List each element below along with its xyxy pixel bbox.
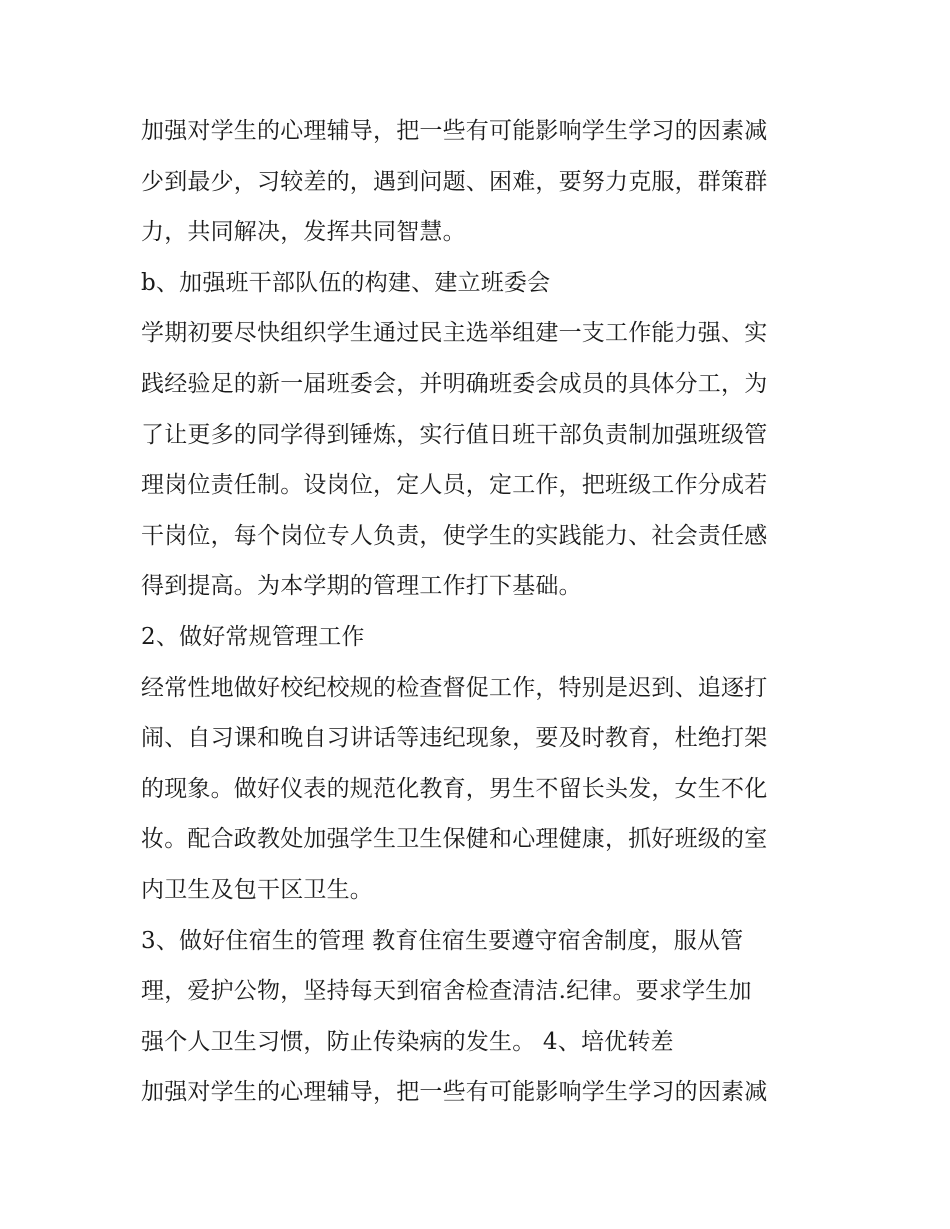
document-body xyxy=(141,106,821,1118)
text-line: 闹、自习课和晚自习讲话等违纪现象，要及时教育，杜绝打架 xyxy=(141,725,768,752)
text-line: 理岗位责任制。设岗位，定人员，定工作，把班级工作分成若 xyxy=(141,472,768,499)
text-line: 经常性地做好校纪校规的检查督促工作，特别是迟到、追逐打 xyxy=(141,674,768,701)
text-line: 理，爱护公物，坚持每天到宿舍检查清洁.纪律。要求学生加 xyxy=(141,978,752,1005)
section-heading: 2、做好常规管理工作 xyxy=(141,623,365,650)
section-heading: 3、做好住宿生的管理 教育住宿生要遵守宿舍制度，服从管 xyxy=(141,927,744,954)
text-line: 强个人卫生习惯，防止传染病的发生。 4、培优转差 xyxy=(141,1028,674,1055)
text-line: 得到提高。为本学期的管理工作打下基础。 xyxy=(141,573,582,600)
text-line: 加强对学生的心理辅导，把一些有可能影响学生学习的因素减 xyxy=(141,1079,768,1106)
text-line: 妆。配合政教处加强学生卫生保健和心理健康，抓好班级的室 xyxy=(141,826,768,853)
text-line: 践经验足的新一届班委会，并明确班委会成员的具体分工，为 xyxy=(141,370,768,397)
text-line: 加强对学生的心理辅导，把一些有可能影响学生学习的因素减 xyxy=(141,118,768,144)
text-line: 了让更多的同学得到锤炼，实行值日班干部负责制加强班级管 xyxy=(141,421,768,448)
text-line: 力，共同解决，发挥共同智慧。 xyxy=(141,219,466,246)
text-line: 学期初要尽快组织学生通过民主选举组建一支工作能力强、实 xyxy=(141,320,768,347)
text-line: 的现象。做好仪表的规范化教育，男生不留长头发，女生不化 xyxy=(141,775,768,802)
text-line: 内卫生及包干区卫生。 xyxy=(141,876,373,903)
section-heading: b、加强班干部队伍的构建、建立班委会 xyxy=(141,269,551,296)
text-line: 干岗位，每个岗位专人负责，使学生的实践能力、社会责任感 xyxy=(141,522,768,549)
text-line: 少到最少，习较差的，遇到问题、困难，要努力克服，群策群 xyxy=(141,168,768,195)
